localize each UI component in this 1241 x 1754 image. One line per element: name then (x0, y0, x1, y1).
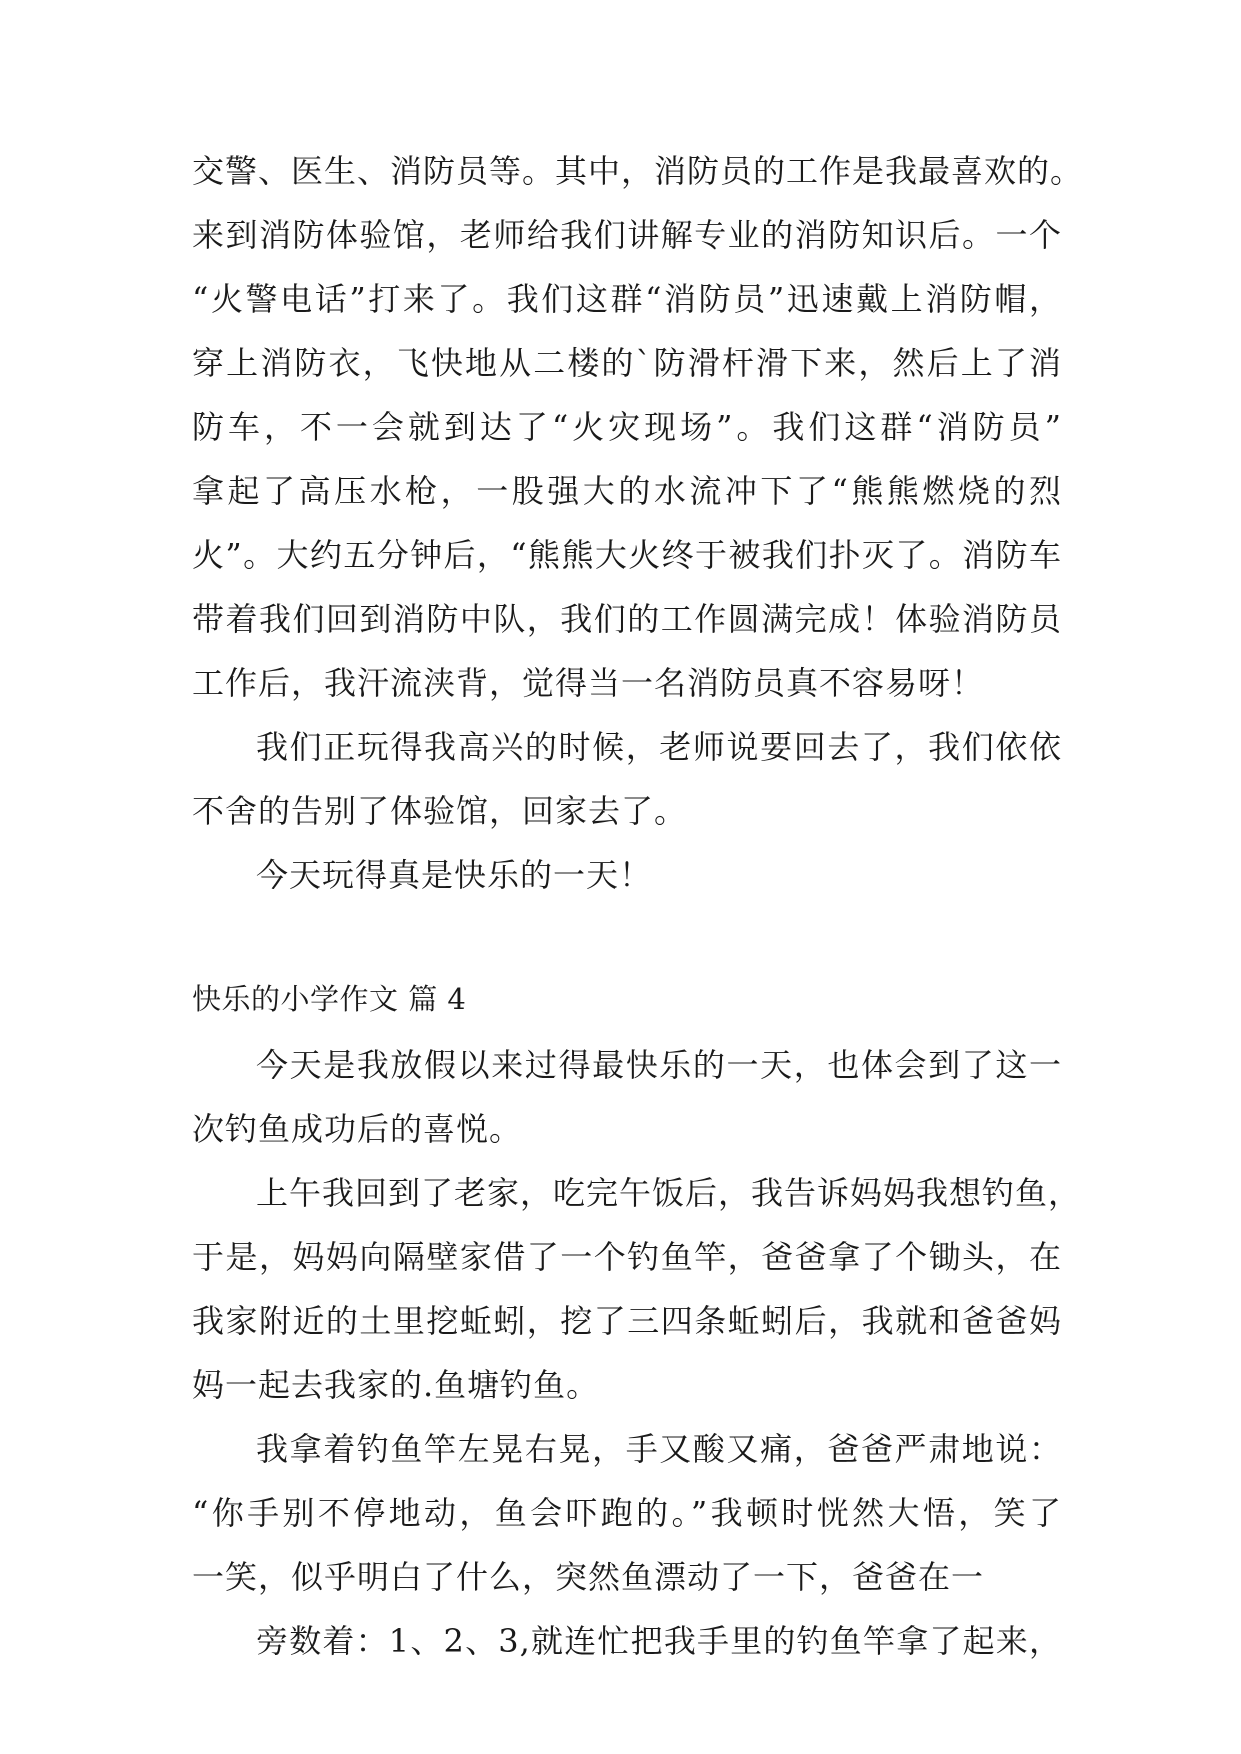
paragraph-start: 今天玩得真是快乐的一天！ (256, 856, 653, 894)
text-line: 拿起了高压水枪，一股强大的水流冲下了“熊熊燃烧的烈 (192, 472, 1062, 510)
text-line: 工作后，我汗流浃背，觉得当一名消防员真不容易呀！ (192, 664, 985, 702)
text-line: 防车，不一会就到达了“火灾现场”。我们这群“消防员” (192, 408, 1062, 446)
paragraph-start: 今天是我放假以来过得最快乐的一天，也体会到了这一 (256, 1046, 1062, 1084)
text-line: 火”。大约五分钟后，“熊熊大火终于被我们扑灭了。消防车 (192, 536, 1062, 574)
text-line: “你手别不停地动，鱼会吓跑的。”我顿时恍然大悟，笑了 (192, 1494, 1062, 1532)
paragraph-start: 旁数着：1、2、3,就连忙把我手里的钓鱼竿拿了起来， (256, 1622, 1062, 1660)
paragraph-start: 上午我回到了老家，吃完午饭后，我告诉妈妈我想钓鱼， (256, 1174, 1082, 1212)
text-line: 一笑，似乎明白了什么，突然鱼漂动了一下，爸爸在一 (192, 1558, 985, 1596)
text-line: 交警、医生、消防员等。其中，消防员的工作是我最喜欢的。 (192, 152, 1084, 190)
text-line: “火警电话”打来了。我们这群“消防员”迅速戴上消防帽， (192, 280, 1062, 318)
text-line: 妈一起去我家的.鱼塘钓鱼。 (192, 1366, 600, 1404)
text-line: 我家附近的土里挖蚯蚓，挖了三四条蚯蚓后，我就和爸爸妈 (192, 1302, 1062, 1340)
section-heading: 快乐的小学作文 篇 4 (192, 982, 467, 1016)
text-line: 于是，妈妈向隔壁家借了一个钓鱼竿，爸爸拿了个锄头，在 (192, 1238, 1062, 1276)
paragraph-start: 我们正玩得我高兴的时候，老师说要回去了，我们依依 (256, 728, 1062, 766)
text-line: 不舍的告别了体验馆，回家去了。 (192, 792, 688, 830)
text-line: 穿上消防衣，飞快地从二楼的`防滑杆滑下来，然后上了消 (192, 344, 1062, 382)
paragraph-start: 我拿着钓鱼竿左晃右晃，手又酸又痛，爸爸严肃地说： (256, 1430, 1062, 1468)
text-line: 来到消防体验馆，老师给我们讲解专业的消防知识后。一个 (192, 216, 1062, 254)
text-line: 带着我们回到消防中队，我们的工作圆满完成！体验消防员 (192, 600, 1062, 638)
text-line: 次钓鱼成功后的喜悦。 (192, 1110, 523, 1148)
